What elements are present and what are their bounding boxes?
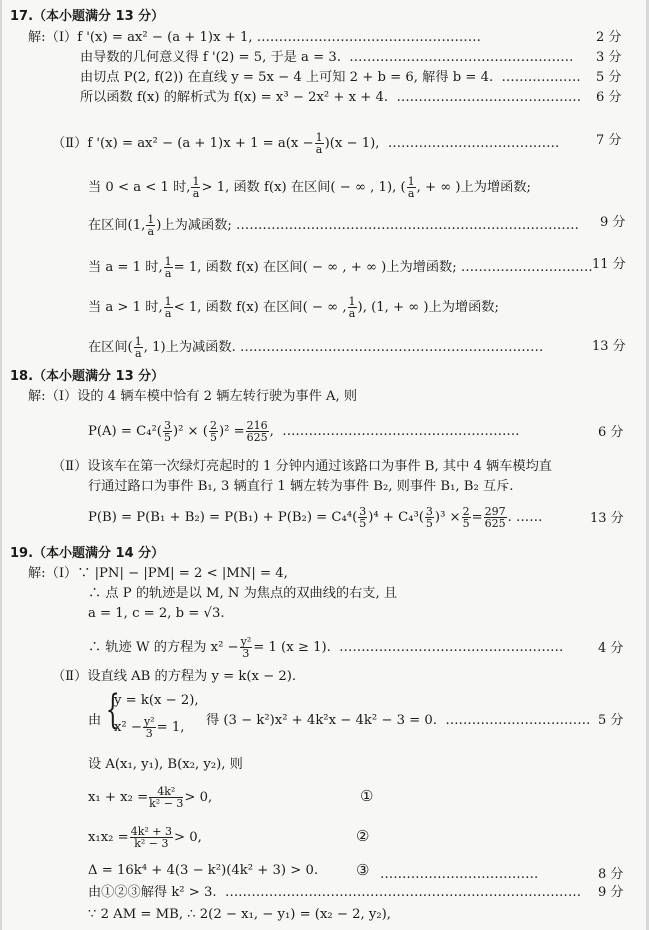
- p18-l5c: )³ ×: [434, 510, 461, 525]
- fraction-3-5: [425, 506, 434, 529]
- frac-num: 3: [163, 419, 171, 432]
- circled-2: ②: [356, 827, 370, 845]
- frac-num: 4k² + 3: [130, 825, 172, 838]
- p19-score-11: 9 分: [598, 885, 624, 900]
- p19-l4b: = 1 (x ≥ 1). ……………………………………………: [253, 640, 564, 655]
- fraction-sum: [149, 786, 183, 809]
- p19-score-6: 5 分: [598, 713, 624, 728]
- frac-num: 1: [192, 175, 200, 188]
- p19-line-3: a = 1, c = 2, b = √3.: [88, 606, 225, 621]
- frac-num: 1: [147, 213, 155, 226]
- p17-score-7: 9 分: [600, 215, 626, 230]
- p17-l8a: 当 a = 1 时,: [88, 260, 163, 275]
- p19-score-4: 4 分: [598, 641, 624, 656]
- frac-num: 216: [246, 419, 268, 432]
- p18-l2b: )² × (: [172, 424, 208, 439]
- frac-den: a: [192, 187, 200, 200]
- frac-num: 2: [462, 505, 470, 518]
- fraction-product: [130, 826, 173, 849]
- p17-l10b: , 1)上为减函数. ……………………………………………………………: [143, 340, 544, 355]
- p17-score-5: 7 分: [596, 133, 622, 148]
- p17-l9c: ), (1, + ∞ )上为增函数;: [357, 300, 499, 315]
- problem-19-title: 19.（本小题满分 14 分）: [10, 546, 165, 561]
- p17-l5a: （Ⅱ）f '(x) = ax² − (a + 1)x + 1 = a(x −: [52, 136, 314, 151]
- frac-num: 1: [164, 295, 172, 308]
- problem-17-title: 17.（本小题满分 13 分）: [10, 9, 165, 24]
- p17-line-2: 由导数的几何意义得 f '(2) = 5, 于是 a = 3. ……………………………………………: [80, 50, 574, 65]
- p17-line-3: 由切点 P(2, f(2)) 在直线 y = 5x − 4 上可知 2 + b = 6, 解得 b = 4. ………………: [80, 70, 581, 85]
- p17-line-6: [88, 176, 531, 199]
- frac-den: 625: [484, 517, 506, 530]
- p17-line-4: 所以函数 f(x) 的解析式为 f(x) = x³ − 2x² + x + 4. ……………………………………: [80, 90, 582, 105]
- fraction-1-over-a: [164, 296, 173, 319]
- frac-den: a: [164, 307, 172, 320]
- frac-num: 2: [209, 419, 217, 432]
- fraction-1-over-a: [164, 256, 173, 279]
- p19-line-9: [88, 826, 202, 849]
- frac-num: 1: [348, 295, 356, 308]
- frac-num: 297: [484, 505, 506, 518]
- p19-eq2a: x² −: [114, 720, 142, 735]
- p19-system-eq2: [114, 716, 184, 739]
- frac-num: y²: [240, 635, 252, 648]
- circled-3: ③: [356, 861, 370, 879]
- frac-num: 1: [134, 335, 142, 348]
- frac-den: k² − 3: [134, 837, 169, 850]
- p18-l2d: , ………………………………………………: [269, 424, 520, 439]
- fraction-1-over-a: [315, 132, 324, 155]
- p17-score-1: 2 分: [596, 30, 622, 45]
- p17-l8b: = 1, 函数 f(x) 在区间( − ∞ , + ∞ )上为增函数; …………………………: [173, 260, 593, 275]
- frac-den: 5: [462, 517, 470, 530]
- p19-l4a: ∴ 轨迹 W 的方程为 x² −: [88, 640, 239, 655]
- frac-num: 1: [315, 131, 323, 144]
- frac-den: 5: [209, 431, 217, 444]
- scan-border-left: [0, 0, 2, 930]
- fraction-1-over-a: [191, 176, 200, 199]
- p17-line-5: [52, 132, 559, 155]
- p18-l5d: =: [471, 510, 483, 525]
- p17-l6b: > 1, 函数 f(x) 在区间( − ∞ , 1), (: [201, 180, 406, 195]
- p17-line-10: [88, 336, 543, 359]
- p17-l9b: < 1, 函数 f(x) 在区间( − ∞ ,: [173, 300, 347, 315]
- p17-l10a: 在区间(: [88, 340, 133, 355]
- frac-den: a: [147, 225, 155, 238]
- fraction-1-over-a: [146, 214, 155, 237]
- p18-l2a: P(A) = C₄²(: [88, 424, 162, 439]
- frac-den: a: [407, 187, 415, 200]
- p17-line-9: [88, 296, 499, 319]
- p19-score-10: 8 分: [598, 867, 624, 882]
- frac-den: 625: [246, 431, 268, 444]
- p18-l5b: )⁴ + C₄³(: [368, 510, 424, 525]
- p19-line-6: 得 (3 − k²)x² + 4k²x − 4k² − 3 = 0. ……………………………: [206, 713, 591, 728]
- fraction-1-over-a: [348, 296, 357, 319]
- frac-num: 3: [425, 505, 433, 518]
- p18-line-2: [88, 420, 520, 443]
- fraction-2-5: [462, 506, 471, 529]
- problem-18-title: 18.（本小题满分 13 分）: [10, 369, 165, 384]
- p17-score-2: 3 分: [596, 50, 622, 65]
- frac-num: y²: [143, 715, 155, 728]
- frac-den: k² − 3: [149, 797, 184, 810]
- frac-den: 3: [145, 727, 153, 740]
- p17-l7a: 在区间(1,: [88, 218, 146, 233]
- frac-den: 5: [359, 517, 367, 530]
- fraction-1-over-a: [134, 336, 143, 359]
- p19-eq2b: = 1,: [156, 720, 185, 735]
- fraction-297-625: [484, 506, 507, 529]
- fraction-1-over-a: [407, 176, 416, 199]
- frac-num: 4k²: [149, 786, 183, 798]
- p18-line-1: 解:（Ⅰ）设的 4 辆车模中恰有 2 辆左转行驶为事件 A, 则: [28, 389, 358, 404]
- frac-den: a: [164, 267, 172, 280]
- p19-line-8: [88, 786, 212, 809]
- fraction-2-5: [209, 420, 218, 443]
- left-brace: {: [105, 687, 120, 733]
- p17-l9a: 当 a > 1 时,: [88, 300, 163, 315]
- p19-l8b: > 0,: [184, 790, 213, 805]
- p19-l9a: x₁x₂ =: [88, 830, 129, 845]
- p19-line-2: ∴ 点 P 的轨迹是以 M, N 为焦点的双曲线的右支, 且: [88, 586, 398, 601]
- fraction-216-625: [246, 420, 269, 443]
- p19-l8a: x₁ + x₂ =: [88, 790, 149, 805]
- p19-system-prefix: 由: [88, 713, 102, 728]
- p19-line-12: ∵ 2 AM = MB, ∴ 2(2 − x₁, − y₁) = (x₂ − 2, y₂),: [88, 907, 391, 922]
- p17-line-7: [88, 214, 579, 237]
- frac-num: 1: [164, 255, 172, 268]
- p19-leader-10: ………………………………: [380, 867, 539, 882]
- p19-line-5: （Ⅱ）设直线 AB 的方程为 y = k(x − 2).: [52, 669, 297, 684]
- frac-num: 1: [407, 175, 415, 188]
- frac-den: a: [348, 307, 356, 320]
- frac-den: 5: [163, 431, 171, 444]
- p19-line-11: 由①②③解得 k² > 3. ………………………………………………………………………: [88, 885, 582, 900]
- frac-den: a: [134, 347, 142, 360]
- fraction-y2-3: [240, 636, 253, 659]
- p17-l6a: 当 0 < a < 1 时,: [88, 180, 191, 195]
- p18-l2c: )² =: [218, 424, 245, 439]
- p18-score-2: 6 分: [598, 425, 624, 440]
- frac-den: a: [315, 143, 323, 156]
- frac-den: 3: [242, 647, 250, 660]
- p17-score-4: 6 分: [596, 90, 622, 105]
- p17-score-3: 5 分: [596, 70, 622, 85]
- p17-l7b: )上为减函数; ……………………………………………………………………: [156, 218, 579, 233]
- fraction-3-5: [358, 506, 367, 529]
- fraction-3-5: [163, 420, 172, 443]
- p19-system-eq1: y = k(x − 2),: [114, 693, 199, 708]
- p18-l5a: P(B) = P(B₁ + B₂) = P(B₁) + P(B₂) = C₄⁴(: [88, 510, 358, 525]
- p18-line-5: [88, 506, 542, 529]
- p19-line-4: [88, 636, 563, 659]
- p17-line-8: [88, 256, 593, 279]
- p17-score-10: 13 分: [592, 339, 626, 354]
- p19-l9b: > 0,: [174, 830, 202, 845]
- p17-score-8: 11 分: [592, 257, 626, 272]
- p18-line-3: （Ⅱ）设该车在第一次绿灯亮起时的 1 分钟内通过该路口为事件 B, 其中 4 辆车模均直: [52, 459, 552, 474]
- p17-l5b: )(x − 1), …………………………………: [324, 136, 560, 151]
- p19-line-10: Δ = 16k⁴ + 4(3 − k²)(4k² + 3) > 0.: [88, 863, 319, 878]
- p19-line-1: 解:（Ⅰ）∵ |PN| − |PM| = 2 < |MN| = 4,: [28, 566, 288, 581]
- p17-l6c: , + ∞ )上为增函数;: [416, 180, 531, 195]
- frac-den: 5: [425, 517, 433, 530]
- circled-1: ①: [360, 787, 374, 805]
- p18-score-5: 13 分: [590, 511, 624, 526]
- p19-line-7: 设 A(x₁, y₁), B(x₂, y₂), 则: [88, 757, 243, 772]
- p18-line-4: 行通过路口为事件 B₁, 3 辆直行 1 辆左转为事件 B₂, 则事件 B₁, B₂ 互斥.: [88, 479, 514, 494]
- frac-num: 3: [359, 505, 367, 518]
- fraction-y2-3: [143, 716, 156, 739]
- p18-l5e: . ……: [507, 510, 543, 525]
- p17-line-1: 解:（Ⅰ）f '(x) = ax² − (a + 1)x + 1, ……………………………………………: [28, 30, 481, 45]
